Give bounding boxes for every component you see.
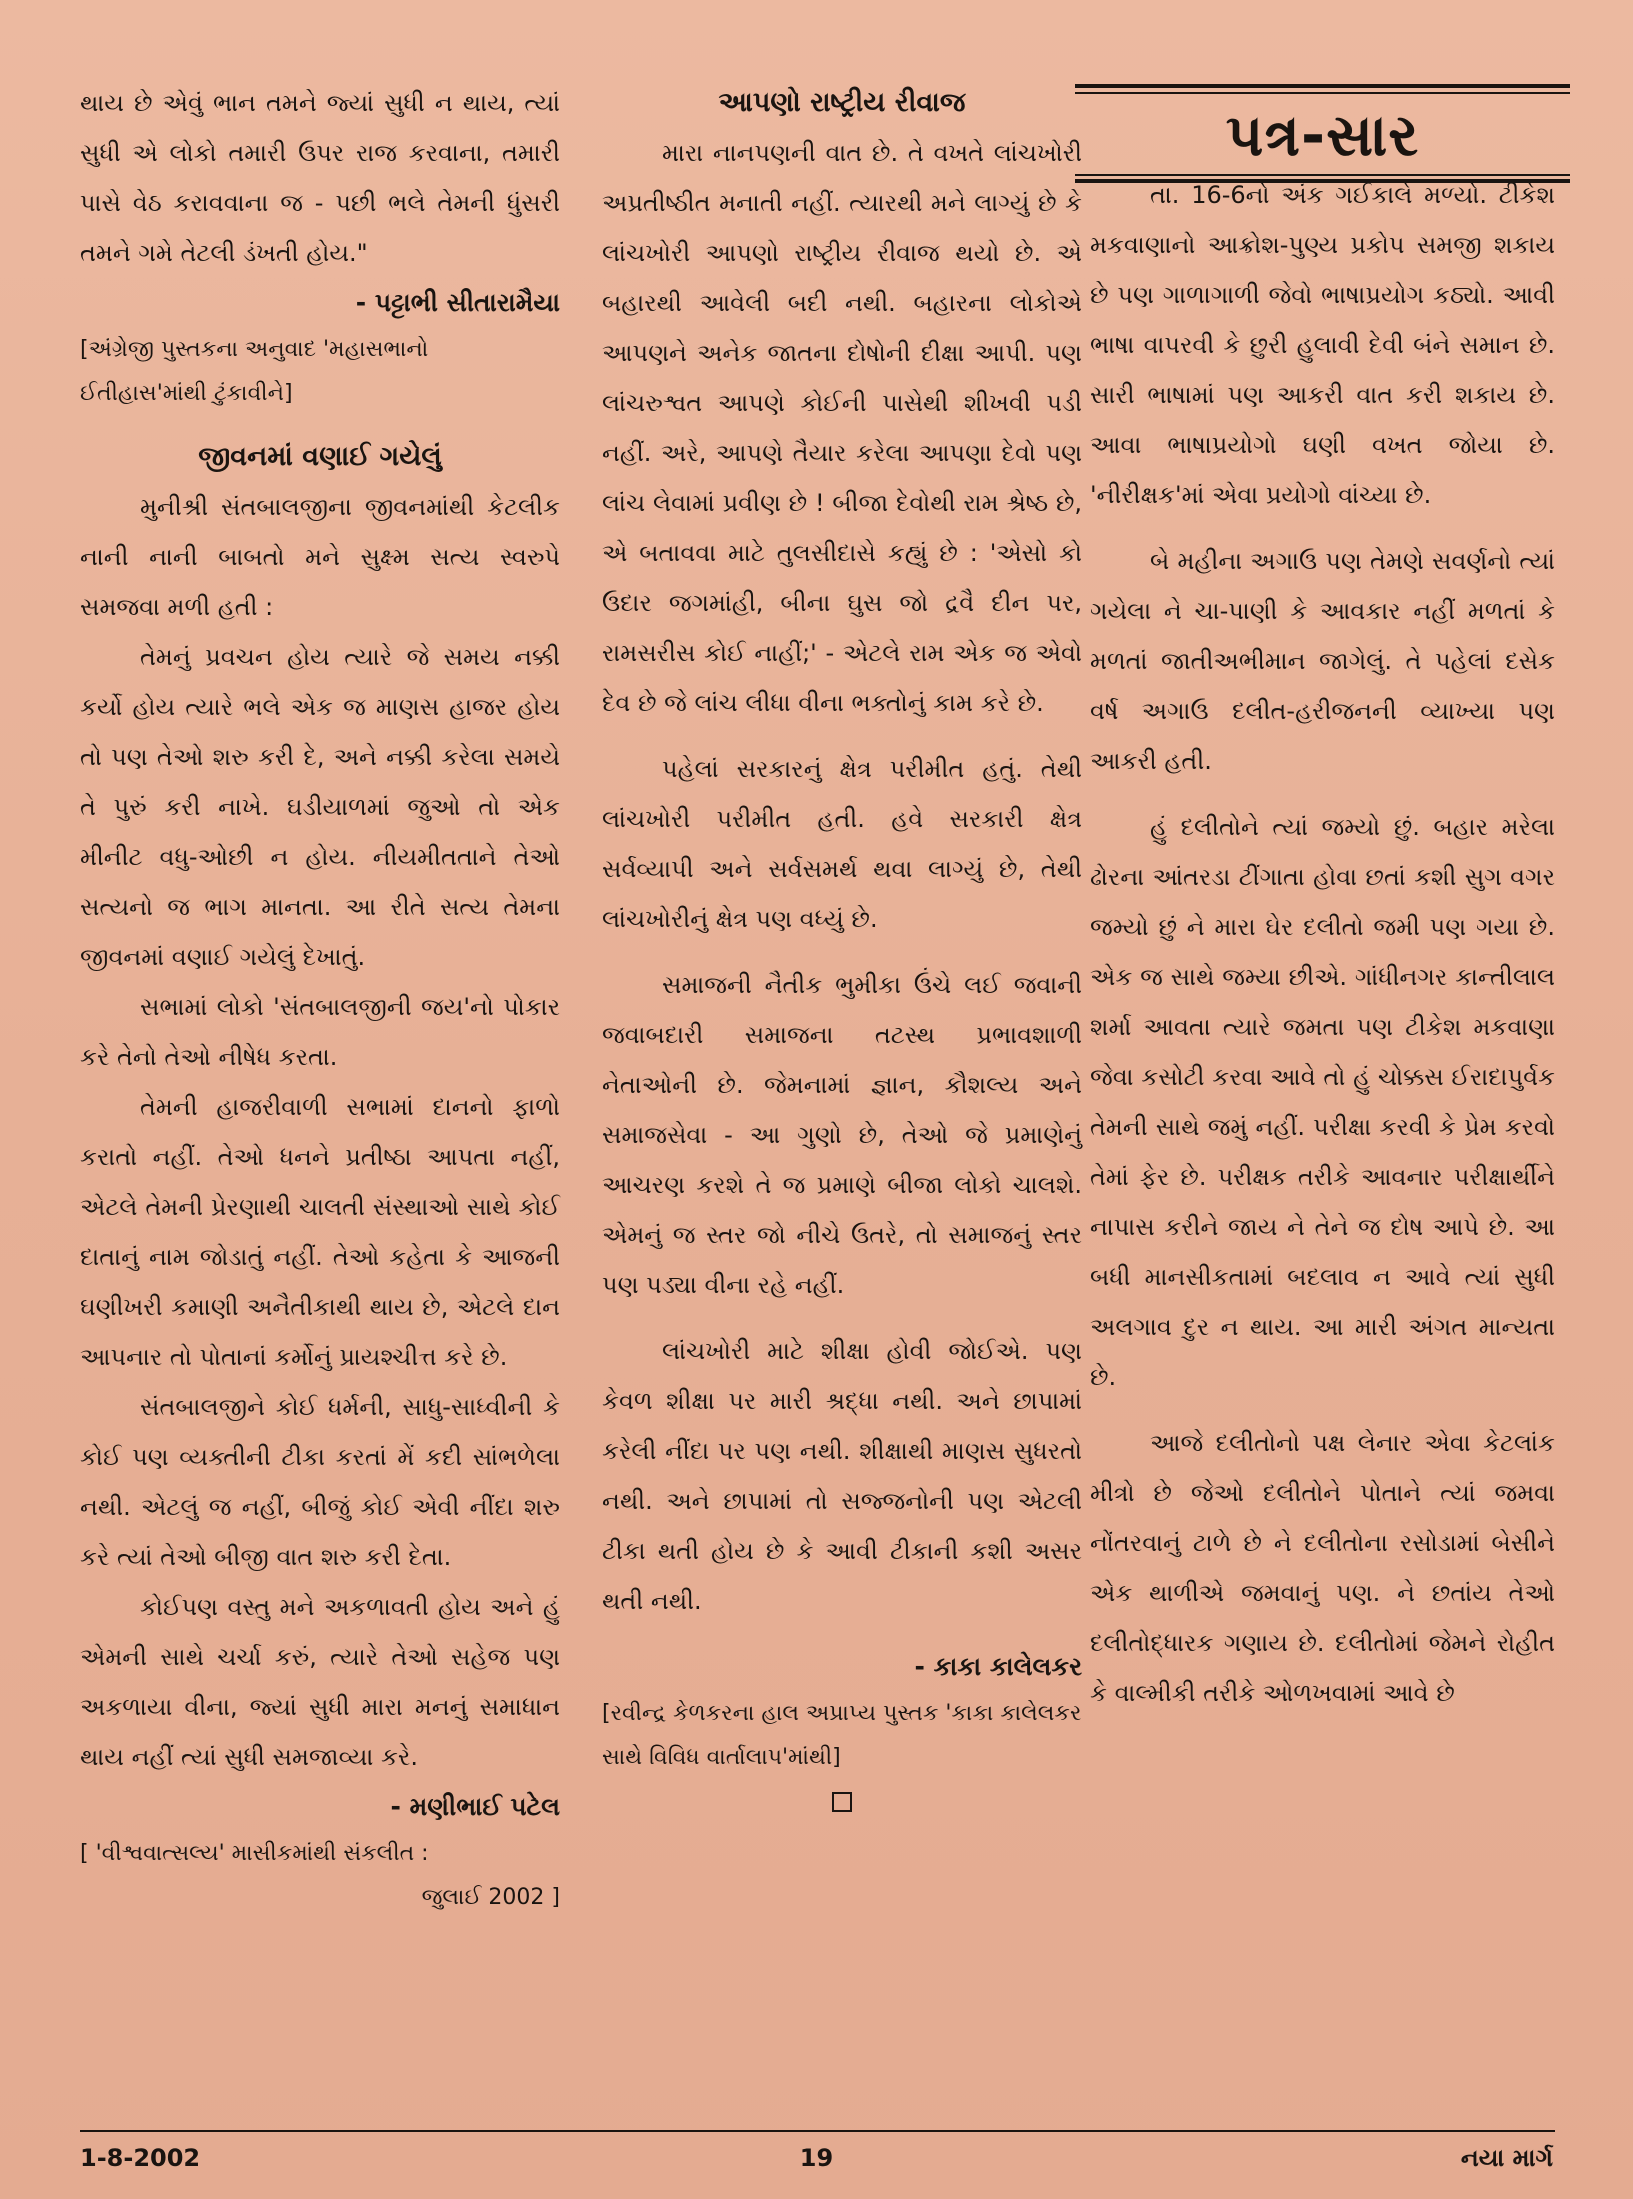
paragraph: સંતબાલજીને કોઈ ધર્મની, સાધુ-સાધ્વીની કે કોઈ પણ વ્યક્તીની ટીકા કરતાં મેં કદી સાંભળેલા નથી. એટલું જ નહીં, બીજું કોઈ એવી નીંદા શરુ કરે ત્યાં તેઓ બીજી વાત શરુ કરી દેતા. [80, 1393, 560, 1571]
paragraph: મુનીશ્રી સંતબાલજીના જીવનમાંથી કેટલીક નાની નાની બાબતો મને સુક્ષ્મ સત્ય સ્વરુપે સમજવા મળી હતી : [80, 493, 560, 621]
article-heading: આપણો રાષ્ટ્રીય રીવાજ [718, 87, 966, 118]
letter-paragraph: હું દલીતોને ત્યાં જમ્યો છું. બહાર મરેલા ઢોરના આંતરડા ટીંગાતા હોવા છતાં કશી સુગ વગર જમ્યો છું ને મારા ઘેર દલીતો જમી પણ ગયા છે. એક જ સાથે જમ્યા છીએ. ગાંધીનગર કાન્તીલાલ શર્મા આવતા ત્યારે જમતા પણ ટીકેશ મકવાણા જેવા કસોટી કરવા આવે તો હું ચોક્કસ ઈરાદાપુર્વક તેમની સાથે જમું નહીં. પરીક્ષા કરવી કે પ્રેમ કરવો તેમાં ફેર છે. પરીક્ષક તરીકે આવનાર પરીક્ષાર્થીને નાપાસ કરીને જાય ને તેને જ દોષ આપે છે. આ બધી માનસીકતામાં બદલાવ ન આવે ત્યાં સુધી અલગાવ દુર ન થાય. આ મારી અંગત માન્યતા છે. [1090, 813, 1555, 1391]
column-middle [602, 78, 1082, 1816]
letter-paragraph: બે મહીના અગાઉ પણ તેમણે સવર્ણનો ત્યાં ગયેલા ને ચા-પાણી કે આવકાર નહીં મળતાં કે મળતાં જાતીઅભીમાન જાગેલું. તે પહેલાં દસેક વર્ષ અગાઉ દલીત-હરીજનની વ્યાખ્યા પણ આકરી હતી. [1090, 547, 1555, 775]
source-note: [અંગ્રેજી પુસ્તકના અનુવાદ 'મહાસભાનો ઈતીહાસ'માંથી ટુંકાવીને] [80, 337, 429, 406]
paragraph: લાંચખોરી માટે શીક્ષા હોવી જોઈએ. પણ કેવળ શીક્ષા પર મારી શ્રદ્ધા નથી. અને છાપામાં કરેલી નીંદા પર પણ નથી. શીક્ષાથી માણસ સુધરતો નથી. અને છાપામાં તો સજ્જનોની પણ એટલી ટીકા થતી હોય છે કે આવી ટીકાની કશી અસર થતી નથી. [602, 1337, 1082, 1615]
letter-paragraph: આજે દલીતોનો પક્ષ લેનાર એવા કેટલાંક મીત્રો છે જેઓ દલીતોને પોતાને ત્યાં જમવા નોંતરવાનું ટાળે છે ને દલીતોના રસોડામાં બેસીને એક થાળીએ જમવાનું પણ. ને છતાંય તેઓ દલીતોદ્ધારક ગણાય છે. દલીતોમાં જેમને રોહીત કે વાલ્મીકી તરીકે ઓળખવામાં આવે છે [1090, 1429, 1555, 1707]
source-note: [રવીન્દ્ર કેળકરના હાલ અપ્રાપ્ય પુસ્તક 'કાકા કાલેલકર સાથે વિવિધ વાર્તાલાપ'માંથી] [602, 1701, 1082, 1770]
section-title: પત્ર-સાર [1225, 101, 1420, 169]
masthead-rule [1075, 92, 1570, 94]
section-masthead [1075, 56, 1570, 184]
masthead-rule [1075, 84, 1570, 88]
paragraph: સમાજની નૈતીક ભુમીકા ઉંચે લઈ જવાની જવાબદારી સમાજના તટસ્થ પ્રભાવશાળી નેતાઓની છે. જેમનામાં જ્ઞાન, કૌશલ્ય અને સમાજસેવા - આ ગુણો છે, તેઓ જે પ્રમાણેનું આચરણ કરશે તે જ પ્રમાણે બીજા લોકો ચાલશે. એમનું જ સ્તર જો નીચે ઉતરે, તો સમાજનું સ્તર પણ પડ્યા વીના રહે નહીં. [602, 971, 1082, 1299]
end-square-icon [832, 1792, 852, 1812]
column-left [80, 78, 560, 1920]
footer-rule [80, 2130, 1555, 2132]
paragraph: પહેલાં સરકારનું ક્ષેત્ર પરીમીત હતું. તેથી લાંચખોરી પરીમીત હતી. હવે સરકારી ક્ષેત્ર સર્વવ્યાપી અને સર્વસમર્થ થવા લાગ્યું છે, તેથી લાંચખોરીનું ક્ષેત્ર પણ વધ્યું છે. [602, 755, 1082, 933]
end-mark [602, 1786, 1082, 1816]
column-right [1090, 170, 1555, 1718]
paragraph: તેમની હાજરીવાળી સભામાં દાનનો ફાળો કરાતો નહીં. તેઓ ધનને પ્રતીષ્ઠા આપતા નહીં, એટલે તેમની પ્રેરણાથી ચાલતી સંસ્થાઓ સાથે કોઈ દાતાનું નામ જોડાતું નહીં. તેઓ કહેતા કે આજની ઘણીખરી કમાણી અનૈતીકાથી થાય છે, એટલે દાન આપનાર તો પોતાનાં કર્મોનું પ્રાયશ્ચીત્ત કરે છે. [80, 1093, 560, 1371]
paragraph: કોઈપણ વસ્તુ મને અકળાવતી હોય અને હું એમની સાથે ચર્ચા કરું, ત્યારે તેઓ સહેજ પણ અકળાયા વીના, જ્યાં સુધી મારા મનનું સમાધાન થાય નહીં ત્યાં સુધી સમજાવ્યા કરે. [80, 1593, 560, 1771]
paragraph: મારા નાનપણની વાત છે. તે વખતે લાંચખોરી અપ્રતીષ્ઠીત મનાતી નહીં. ત્યારથી મને લાગ્યું છે કે લાંચખોરી આપણો રાષ્ટ્રીય રીવાજ થયો છે. એ બહારથી આવેલી બદી નથી. બહારના લોકોએ આપણને અનેક જાતના દોષોની દીક્ષા આપી. પણ લાંચરુશ્વત આપણે કોઈની પાસેથી શીખવી પડી નહીં. અરે, આપણે તૈયાર કરેલા આપણા દેવો પણ લાંચ લેવામાં પ્રવીણ છે ! બીજા દેવોથી રામ શ્રેષ્ઠ છે, એ બતાવવા માટે તુલસીદાસે કહ્યું છે : 'એસો કો ઉદાર જગમાંહી, બીના ઘુસ જો દ્રવૈ દીન પર, રામસરીસ કોઈ નાહીં;' - એટલે રામ એક જ એવો દેવ છે જે લાંચ લીધા વીના ભક્તોનું કામ કરે છે. [602, 139, 1082, 717]
article-continuation: થાય છે એવું ભાન તમને જ્યાં સુધી ન થાય, ત્યાં સુધી એ લોકો તમારી ઉપર રાજ કરવાના, તમારી પાસે વેઠ કરાવવાના જ - પછી ભલે તેમની ધુંસરી તમને ગમે તેટલી ડંખતી હોય." [80, 89, 560, 267]
issue-date: 1-8-2002 [80, 2144, 201, 2172]
page-number: 19 [799, 2144, 834, 2172]
author-signature: - કાકા કાલેલકર [914, 1652, 1082, 1681]
source-note: [ 'વીશ્વવાત્સલ્ય' માસીકમાંથી સંકલીત : [80, 1841, 429, 1866]
author-signature: - પટ્ટાભી સીતારામૈયા [355, 288, 560, 317]
author-signature: - મણીભાઈ પટેલ [390, 1792, 560, 1821]
article-heading: જીવનમાં વણાઈ ગયેલું [198, 441, 442, 472]
paragraph: તેમનું પ્રવચન હોય ત્યારે જે સમય નક્કી કર્યો હોય ત્યારે ભલે એક જ માણસ હાજર હોય તો પણ તેઓ શરુ કરી દે, અને નક્કી કરેલા સમયે તે પુરું કરી નાખે. ઘડીયાળમાં જુઓ તો એક મીનીટ વધુ-ઓછી ન હોય. નીયમીતતાને તેઓ સત્યનો જ ભાગ માનતા. આ રીતે સત્ય તેમના જીવનમાં વણાઈ ગયેલું દેખાતું. [80, 643, 560, 971]
letter-paragraph: તા. 16-6નો અંક ગઈકાલે મળ્યો. ટીકેશ મકવાણાનો આક્રોશ-પુણ્ય પ્રકોપ સમજી શકાય છે પણ ગાળાગાળી જેવો ભાષાપ્રયોગ કઠ્યો. આવી ભાષા વાપરવી કે છુરી હુલાવી દેવી બંને સમાન છે. સારી ભાષામાં પણ આકરી વાત કરી શકાય છે. આવા ભાષાપ્રયોગો ઘણી વખત જોયા છે. 'નીરીક્ષક'માં એવા પ્રયોગો વાંચ્યા છે. [1090, 181, 1555, 509]
publication-name: નયા માર્ગ [1460, 2144, 1553, 2172]
paragraph: સભામાં લોકો 'સંતબાલજીની જય'નો પોકાર કરે તેનો તેઓ નીષેધ કરતા. [80, 993, 560, 1071]
source-note-date: જુલાઈ 2002 ] [421, 1885, 560, 1910]
